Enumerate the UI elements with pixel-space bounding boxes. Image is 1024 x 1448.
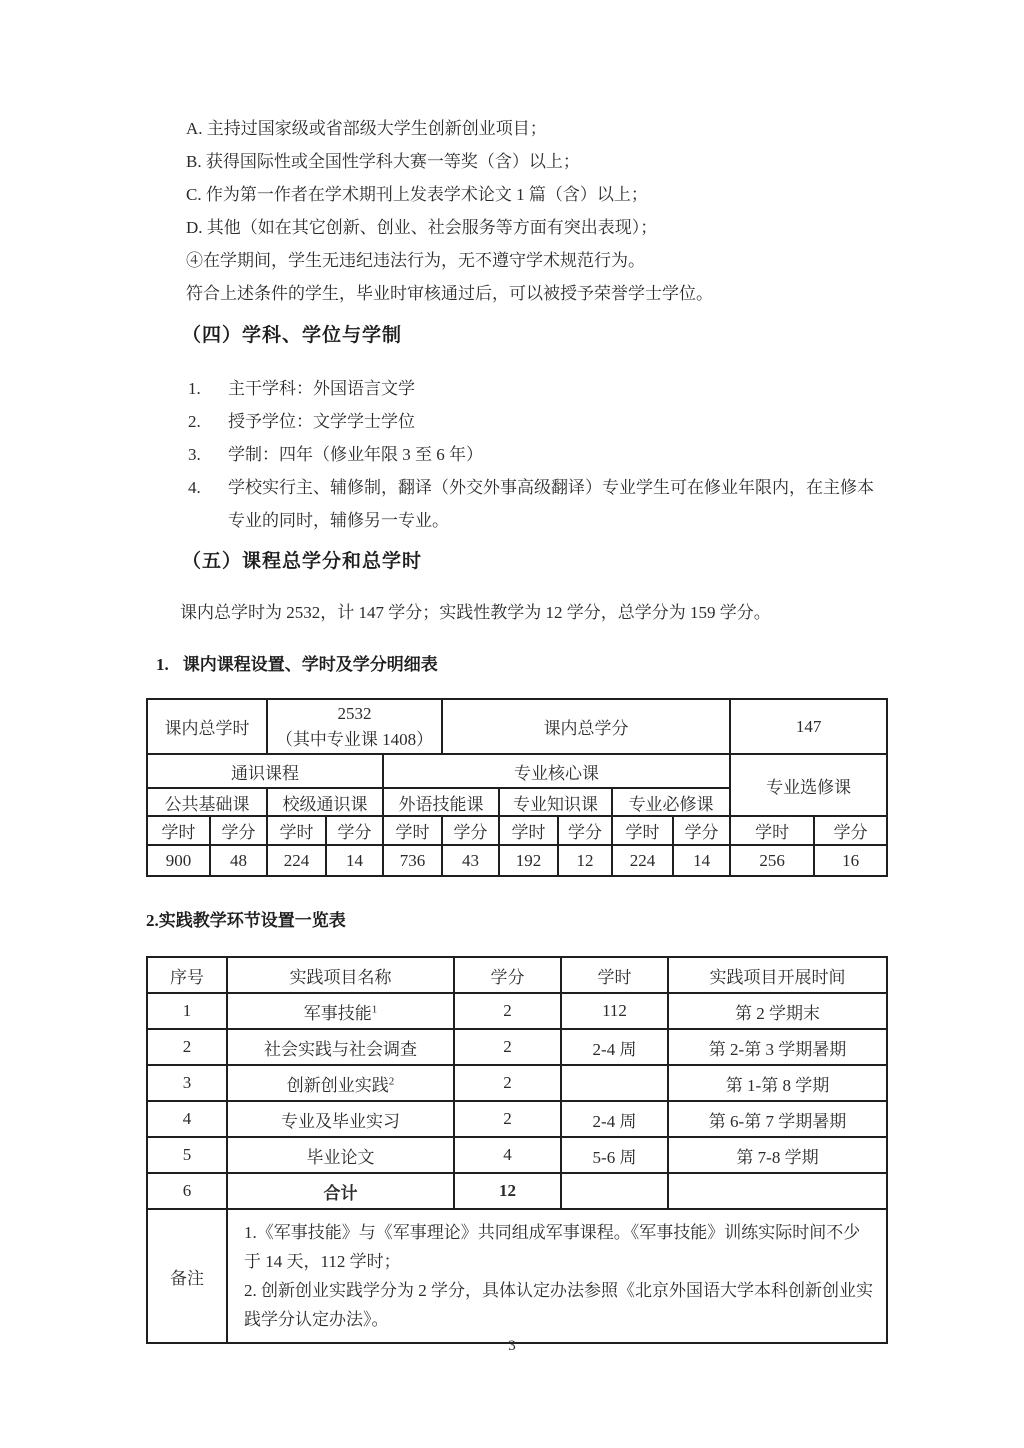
row-time-cell: 第 2 学期末 <box>668 993 887 1029</box>
row-no-cell: 3 <box>147 1065 227 1101</box>
value-cell: 224 <box>612 845 673 876</box>
row-no-cell: 1 <box>147 993 227 1029</box>
row-credits-cell: 2 <box>454 993 561 1029</box>
total-hours-value: 2532 <box>337 703 372 723</box>
project-name: 毕业论文 <box>306 1147 375 1167</box>
project-name: 创新创业实践 <box>286 1075 389 1095</box>
table2-title: 2.实践教学环节设置一览表 <box>146 911 346 930</box>
table1-title-text: 课内课程设置、学时及学分明细表 <box>182 655 438 674</box>
course-hours-credits-table <box>146 698 888 877</box>
item-text: 学制：四年（修业年限 3 至 6 年） <box>228 445 483 464</box>
row-hours-cell: 5-6 周 <box>561 1137 668 1173</box>
list-item <box>188 471 888 537</box>
remark-note-2: 2. 创新创业实践学分为 2 学分，具体认定办法参照《北京外国语大学本科创新创业实践学分认定办法》。 <box>244 1281 873 1329</box>
row-name-cell <box>227 1137 454 1173</box>
value-cell: 16 <box>814 845 887 876</box>
row-name-cell <box>227 1101 454 1137</box>
value-cell: 900 <box>147 845 210 876</box>
row-no-cell: 4 <box>147 1101 227 1137</box>
row-hours-cell: 2-4 周 <box>561 1029 668 1065</box>
row-time-cell <box>668 1173 887 1209</box>
table-row <box>147 845 887 876</box>
table1-title-number: 1. <box>156 655 169 674</box>
row-name-cell <box>227 993 454 1029</box>
unit-header-cell: 学时 <box>267 816 326 845</box>
item-number: 2. <box>188 412 201 431</box>
item-number: 3. <box>188 445 201 464</box>
item-number: 4. <box>188 478 201 497</box>
unit-header-cell: 学分 <box>210 816 267 845</box>
subgroup-cell: 专业必修课 <box>612 788 730 816</box>
row-credits-cell: 12 <box>454 1173 561 1209</box>
remark-row <box>147 1209 887 1343</box>
row-hours-cell <box>561 1173 668 1209</box>
list-item: C. 作为第一作者在学术期刊上发表学术论文 1 篇（含）以上； <box>186 185 648 204</box>
remark-label-cell: 备注 <box>147 1209 227 1343</box>
value-cell: 224 <box>267 845 326 876</box>
page-number: 3 <box>508 1338 516 1354</box>
value-cell: 736 <box>383 845 442 876</box>
subgroup-cell: 公共基础课 <box>147 788 267 816</box>
value-cell: 12 <box>558 845 612 876</box>
unit-header-cell: 学分 <box>442 816 499 845</box>
item-text: 授予学位：文学学士学位 <box>228 412 415 431</box>
table-total-row <box>147 1173 887 1209</box>
row-credits-cell: 2 <box>454 1101 561 1137</box>
value-cell: 14 <box>326 845 383 876</box>
project-name: 军事技能 <box>303 1003 372 1023</box>
item-number: 1. <box>188 379 201 398</box>
list-item <box>188 438 888 471</box>
row-time-cell: 第 2-第 3 学期暑期 <box>668 1029 887 1065</box>
row-time-cell: 第 7-8 学期 <box>668 1137 887 1173</box>
row-credits-cell: 2 <box>454 1029 561 1065</box>
table-row <box>147 993 887 1029</box>
item-text: 主干学科：外国语言文学 <box>228 379 415 398</box>
list-item: B. 获得国际性或全国性学科大赛一等奖（含）以上； <box>186 152 580 171</box>
header-cell: 序号 <box>147 957 227 993</box>
unit-header-cell: 学分 <box>326 816 383 845</box>
total-credits-label-cell: 课内总学分 <box>442 699 730 754</box>
section4-numbered-list <box>188 372 888 537</box>
table-row <box>147 816 887 845</box>
total-label: 合计 <box>323 1183 358 1203</box>
list-item <box>188 372 888 405</box>
table-row <box>147 699 887 754</box>
table-row <box>147 1029 887 1065</box>
unit-header-cell: 学时 <box>612 816 673 845</box>
header-cell: 学分 <box>454 957 561 993</box>
row-no-cell: 2 <box>147 1029 227 1065</box>
list-item: 符合上述条件的学生，毕业时审核通过后，可以被授予荣誉学士学位。 <box>186 284 713 303</box>
row-hours-cell: 112 <box>561 993 668 1029</box>
row-credits-cell: 4 <box>454 1137 561 1173</box>
table1-title <box>156 650 438 675</box>
row-no-cell: 6 <box>147 1173 227 1209</box>
value-cell: 256 <box>730 845 814 876</box>
header-cell: 学时 <box>561 957 668 993</box>
footnote-marker: 2 <box>388 1074 395 1087</box>
subgroup-cell: 外语技能课 <box>383 788 499 816</box>
project-name: 社会实践与社会调查 <box>264 1039 417 1059</box>
row-hours-cell <box>561 1065 668 1101</box>
table-row <box>147 1101 887 1137</box>
value-cell: 43 <box>442 845 499 876</box>
unit-header-cell: 学分 <box>673 816 730 845</box>
list-item: ④在学期间，学生无违纪违法行为，无不遵守学术规范行为。 <box>186 251 645 270</box>
row-no-cell: 5 <box>147 1137 227 1173</box>
list-item <box>188 405 888 438</box>
list-item: D. 其他（如在其它创新、创业、社会服务等方面有突出表现）； <box>186 218 658 237</box>
table-row <box>147 1065 887 1101</box>
table-header-row <box>147 957 887 993</box>
header-cell: 实践项目开展时间 <box>668 957 887 993</box>
group-general-cell: 通识课程 <box>147 754 383 788</box>
section-heading-4: （四）学科、学位与学制 <box>182 325 403 346</box>
header-cell: 实践项目名称 <box>227 957 454 993</box>
item-text: 学校实行主、辅修制，翻译（外交外事高级翻译）专业学生可在修业年限内，在主修本专业的同时，辅修另一专业。 <box>228 478 874 530</box>
unit-header-cell: 学时 <box>147 816 210 845</box>
list-item: A. 主持过国家级或省部级大学生创新创业项目； <box>186 119 547 138</box>
row-credits-cell: 2 <box>454 1065 561 1101</box>
group-elective-cell: 专业选修课 <box>730 754 887 816</box>
total-hours-note: （其中专业课 1408） <box>275 729 434 749</box>
unit-header-cell: 学时 <box>499 816 558 845</box>
value-cell: 14 <box>673 845 730 876</box>
unit-header-cell: 学时 <box>383 816 442 845</box>
section5-paragraph: 课内总学时为 2532，计 147 学分；实践性教学为 12 学分，总学分为 159 学分。 <box>180 603 771 622</box>
total-credits-value-cell: 147 <box>730 699 887 754</box>
unit-header-cell: 学时 <box>730 816 814 845</box>
unit-header-cell: 学分 <box>558 816 612 845</box>
row-name-cell <box>227 1173 454 1209</box>
value-cell: 48 <box>210 845 267 876</box>
remark-note-1: 1.《军事技能》与《军事理论》共同组成军事课程。《军事技能》训练实际时间不少于 14 天，112 学时； <box>244 1223 861 1271</box>
unit-header-cell: 学分 <box>814 816 887 845</box>
table-row <box>147 754 887 788</box>
row-name-cell <box>227 1029 454 1065</box>
total-hours-label-cell: 课内总学时 <box>147 699 267 754</box>
project-name: 专业及毕业实习 <box>281 1111 400 1131</box>
row-name-cell <box>227 1065 454 1101</box>
remark-content-cell <box>227 1209 887 1343</box>
footnote-marker: 1 <box>371 1002 378 1015</box>
row-time-cell: 第 1-第 8 学期 <box>668 1065 887 1101</box>
group-core-cell: 专业核心课 <box>383 754 730 788</box>
row-time-cell: 第 6-第 7 学期暑期 <box>668 1101 887 1137</box>
table-row <box>147 1137 887 1173</box>
section-heading-5: （五）课程总学分和总学时 <box>182 551 423 572</box>
subgroup-cell: 校级通识课 <box>267 788 383 816</box>
total-hours-value-cell <box>267 699 442 754</box>
row-hours-cell: 2-4 周 <box>561 1101 668 1137</box>
practice-teaching-table <box>146 956 888 1344</box>
subgroup-cell: 专业知识课 <box>499 788 612 816</box>
value-cell: 192 <box>499 845 558 876</box>
honors-criteria-list <box>186 112 713 310</box>
